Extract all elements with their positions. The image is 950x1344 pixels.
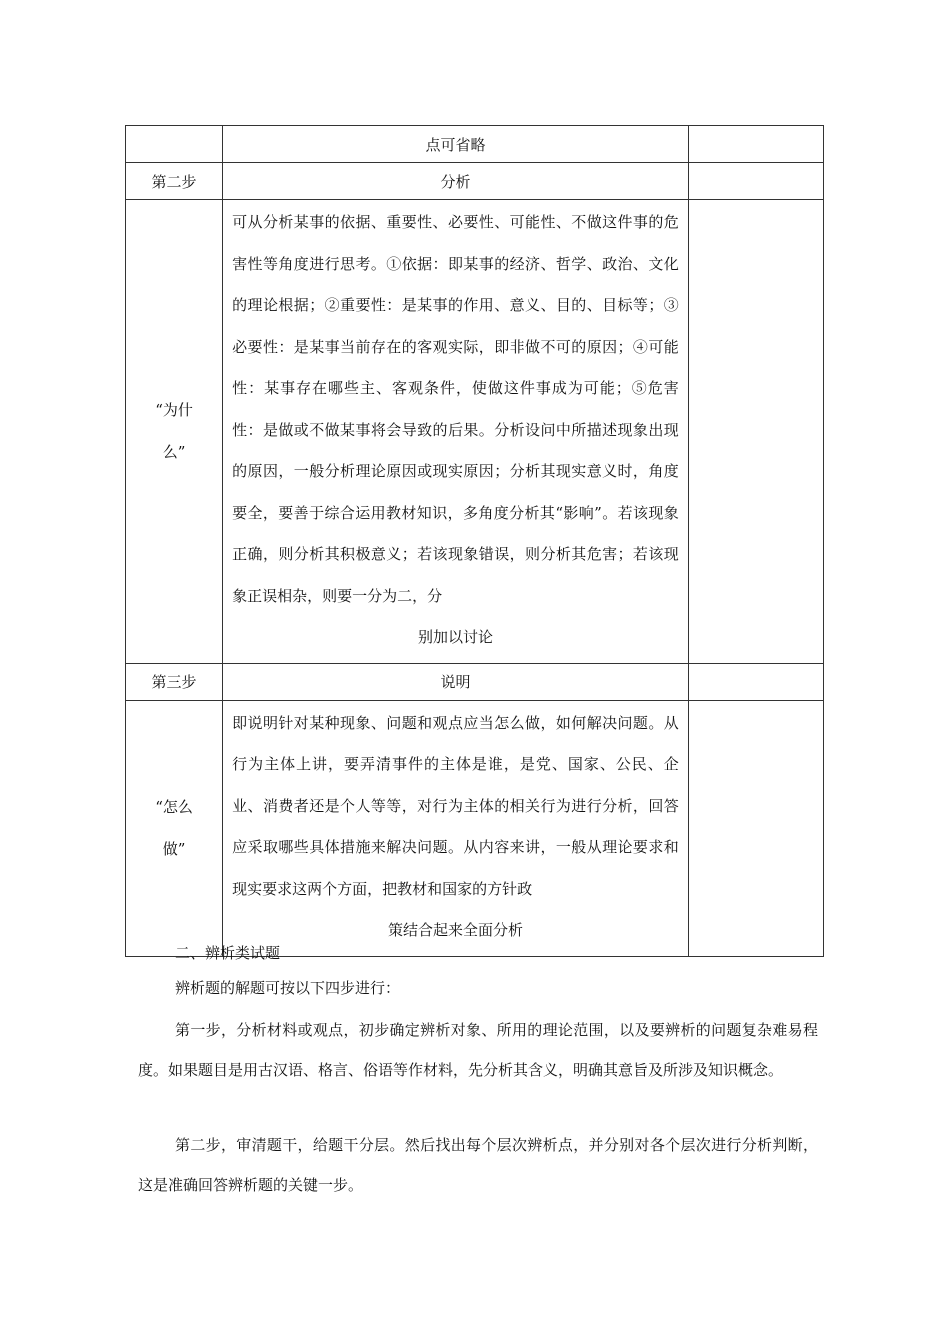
table-cell: 点可省略 xyxy=(223,126,689,163)
explanation-text-end: 别加以讨论 xyxy=(417,628,493,646)
table-row xyxy=(126,200,824,664)
table-row xyxy=(126,663,824,700)
table-cell xyxy=(688,163,823,200)
table-row xyxy=(126,126,824,163)
method-table xyxy=(125,125,824,957)
table-cell xyxy=(688,200,823,664)
step-label: 第二步 xyxy=(126,163,223,200)
question-label-line: 么” xyxy=(162,443,186,462)
table-row xyxy=(126,163,824,200)
explanation-text-end: 策结合起来全面分析 xyxy=(387,921,523,939)
question-label xyxy=(126,200,223,664)
question-label-line: 做” xyxy=(162,840,186,858)
table-cell xyxy=(126,126,223,163)
question-label-line: “为什 xyxy=(155,401,193,420)
section-heading: 二、辨析类试题 xyxy=(175,944,281,962)
step-title: 说明 xyxy=(223,663,689,700)
question-label xyxy=(126,700,223,956)
explanation-cell xyxy=(223,200,689,664)
table-cell xyxy=(688,663,823,700)
explanation-text: 可从分析某事的依据、重要性、必要性、可能性、不做这件事的危害性等角度进行思考。①依据：即某事的经济、哲学、政治、文化的理论根据；②重要性：是某事的作用、意义、目的、目标等；③必要性：是某事当前存在的客观实际，即非做不可的原因；④可能性：某事存在哪些主、客观条件，使做这件事成为可能；⑤危害性：是做或不做某事将会导致的后果。分析设问中所描述现象出现的原因，一般分析理论原因或现实原因；分析其现实意义时，角度要全，要善于综合运用教材知识，多角度分析其“影响”。若该现象正确，则分析其积极意义；若该现象错误，则分析其危害；若该现象正误相杂，则要一分为二，分 xyxy=(232,213,679,605)
table-row xyxy=(126,700,824,956)
step-title: 分析 xyxy=(223,163,689,200)
table-cell xyxy=(688,700,823,956)
step2-paragraph: 第二步，审清题干，给题干分层。然后找出每个层次辨析点，并分别对各个层次进行分析判断，这是准确回答辨析题的关键一步。 xyxy=(138,1136,818,1194)
explanation-cell xyxy=(223,700,689,956)
step1-paragraph: 第一步，分析材料或观点，初步确定辨析对象、所用的理论范围，以及要辨析的问题复杂难易程度。如果题目是用古汉语、格言、俗语等作材料，先分析其含义，明确其意旨及所涉及知识概念。 xyxy=(138,1021,818,1079)
intro-paragraph: 辨析题的解题可按以下四步进行： xyxy=(175,979,401,997)
step-label: 第三步 xyxy=(126,663,223,700)
question-label-line: “怎么 xyxy=(155,798,193,816)
explanation-text: 即说明针对某种现象、问题和观点应当怎么做，如何解决问题。从行为主体上讲，要弄清事件的主体是谁，是党、国家、公民、企业、消费者还是个人等等，对行为主体的相关行为进行分析，回答应采取哪些具体措施来解决问题。从内容来讲，一般从理论要求和现实要求这两个方面，把教材和国家的方针政 xyxy=(232,713,679,898)
table-cell xyxy=(688,126,823,163)
